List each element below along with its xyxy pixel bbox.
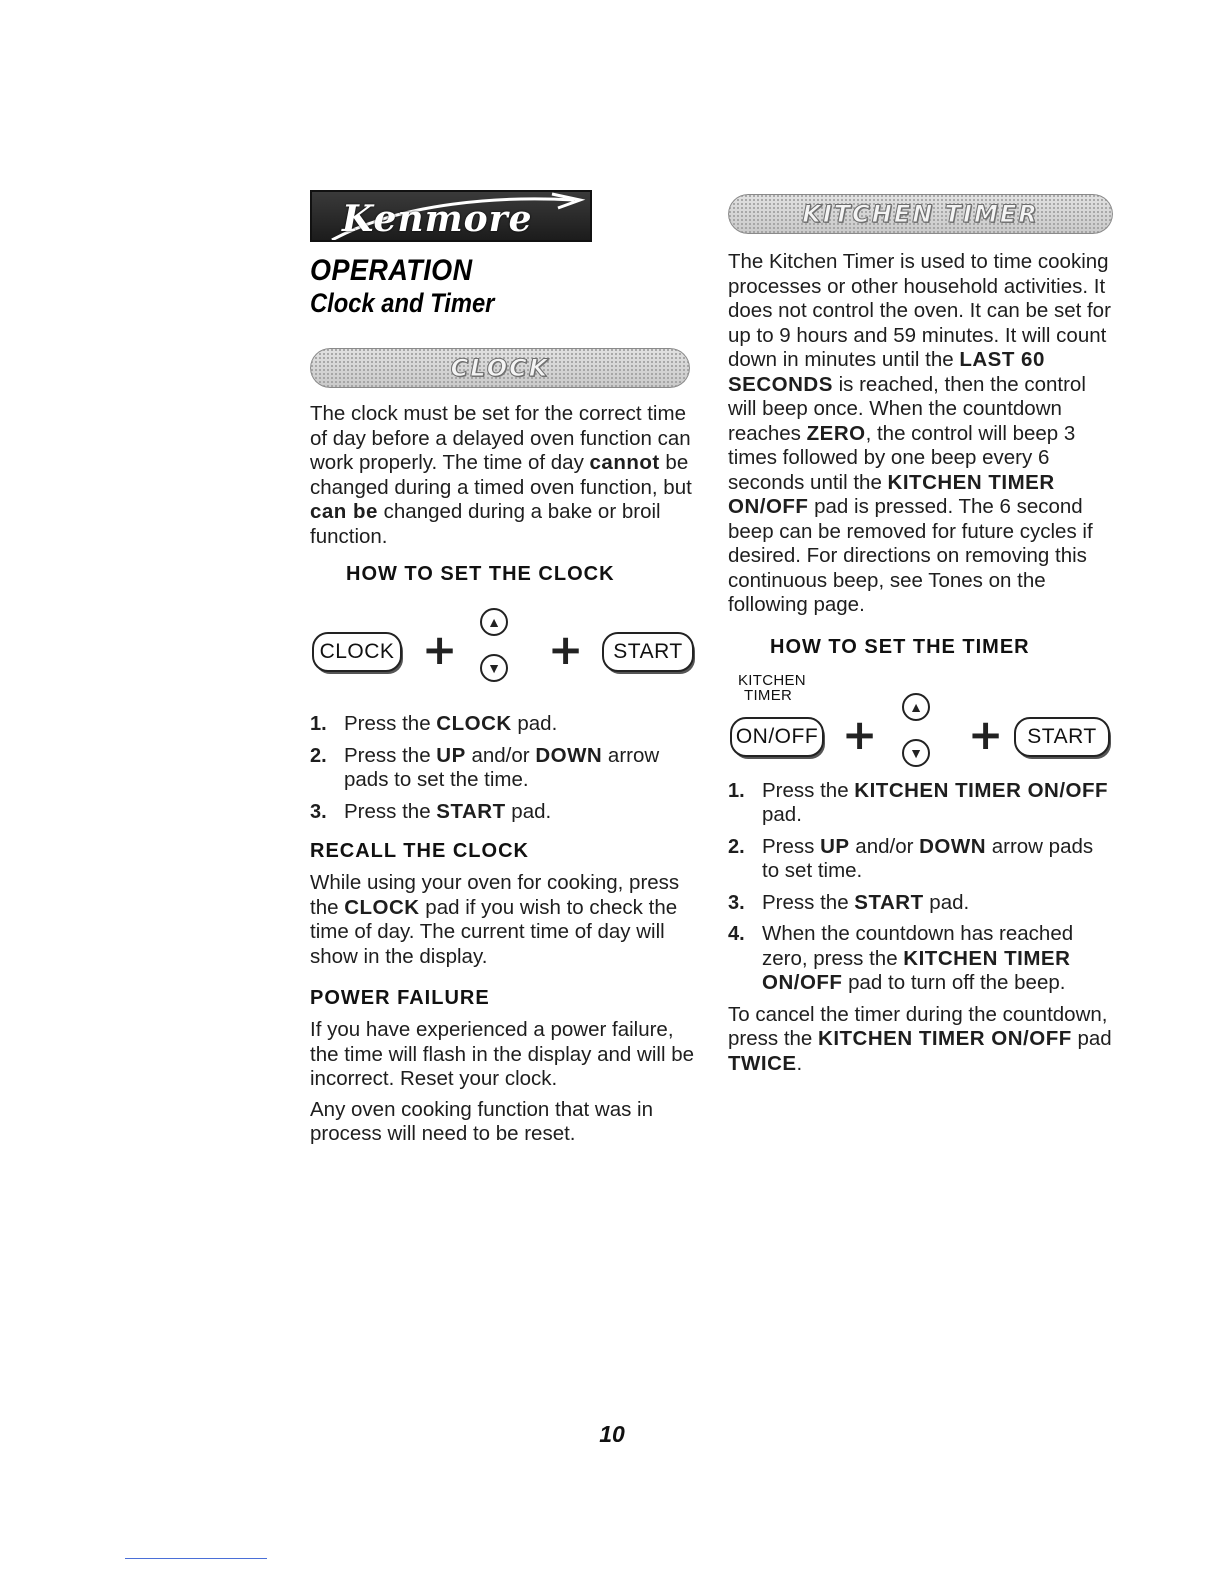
right-column [728,190,1113,1076]
plus-sign: + [548,625,584,674]
emphasis-text: KITCHEN TIMER ON/OFF [854,778,1109,802]
plus-sign: + [842,709,878,759]
emphasis-text: cannot [589,451,660,474]
up-arrow-icon: ▲ [480,608,508,636]
clock-steps [310,712,705,824]
emphasis-text: DOWN [535,743,603,767]
timer-pad-diagram [728,689,1113,775]
start-pad: START [602,632,694,672]
clock-intro-text: The clock must be set for the correct time of day before a delayed oven function can work properly. The time of day cannot be changed during a timed oven function, but can be changed during a bake or broil function. [310,402,692,548]
down-arrow-icon: ▼ [902,739,930,767]
how-to-set-clock-heading: HOW TO SET THE CLOCK [346,563,615,585]
logo-wordmark: Kenmore [342,198,533,240]
left-column [310,190,705,1147]
page-subtitle: Clock and Timer [310,288,495,318]
emphasis-text: LAST 60 SECONDS [728,348,1045,396]
timer-intro-text: The Kitchen Timer is used to time cooking processes or other household activities. It does not control the oven. It can be set for up to 9 hours and 59 minutes. It will count down in minutes until the LAST 60 SECONDS is reached, then the control will beep once. When the countdown reaches ZERO, the control will beep 3 times followed by one beep every 6 seconds until the KITCHEN TIMER ON/OFF pad is pressed. The 6 second beep can be removed for future cycles if desired. For directions on removing this continuous beep, see Tones on the following page. [728,250,1111,616]
down-arrow-icon: ▼ [480,654,508,682]
emphasis-text: CLOCK [344,895,420,919]
kenmore-logo [310,190,592,242]
list-item: 2. Press UP and/or DOWN arrow pads to set time. [728,834,1094,882]
footer-rule [125,1558,267,1559]
recall-clock-text: While using your oven for cooking, press the CLOCK pad if you wish to check the time of day. The current time of day will show in the display. [310,871,680,968]
clock-section-banner [310,348,690,388]
list-item: 1. Press the KITCHEN TIMER ON/OFF pad. [728,778,1109,826]
emphasis-text: KITCHEN TIMER ON/OFF [818,1027,1072,1050]
emphasis-text: CLOCK [436,712,512,735]
power-failure-reset-text: Any oven cooking function that was in process will need to be reset. [310,1097,654,1145]
clock-pad-diagram [310,604,705,690]
emphasis-text: KITCHEN TIMER ON/OFF [728,470,1055,518]
kitchen-timer-banner-label: KITCHEN TIMER [802,200,1039,228]
timer-steps [728,779,1113,996]
start-pad: START [1014,717,1110,757]
power-failure-text: If you have experienced a power failure, the time will flash in the display and will be incorrect. Reset your clock. [310,1018,694,1090]
list-item: 2. Press the UP and/or DOWN arrow pads to set the time. [310,743,660,791]
list-item: 1. Press the CLOCK pad. [310,712,558,735]
list-item: 3. Press the START pad. [310,799,552,823]
clock-pad: CLOCK [312,632,402,672]
recall-clock-heading: RECALL THE CLOCK [310,840,529,862]
emphasis-text: TWICE [728,1051,797,1075]
kitchen-timer-section-banner [728,194,1113,234]
kitchen-timer-caption: KITCHEN TIMER [738,671,806,704]
emphasis-text: ZERO [806,421,866,445]
up-arrow-icon: ▲ [902,693,930,721]
emphasis-text: UP [436,743,466,767]
onoff-pad: ON/OFF [730,717,824,757]
power-failure-heading: POWER FAILURE [310,987,490,1009]
clock-banner-label: CLOCK [450,354,550,382]
list-item: 4. When the countdown has reached zero, press the KITCHEN TIMER ON/OFF pad to turn off the beep. [728,922,1074,994]
page-title: OPERATION [310,254,473,287]
cancel-timer-text: To cancel the timer during the countdown, press the KITCHEN TIMER ON/OFF pad TWICE. [728,1002,1112,1075]
emphasis-text: UP [820,834,850,858]
plus-sign: + [422,625,458,674]
plus-sign: + [968,709,1004,759]
emphasis-text: START [436,799,506,823]
emphasis-text: START [854,890,924,914]
list-item: 3. Press the START pad. [728,890,970,914]
emphasis-text: can be [310,500,378,523]
page-number: 10 [599,1421,625,1447]
emphasis-text: KITCHEN TIMER ON/OFF [762,946,1071,994]
how-to-set-timer-heading: HOW TO SET THE TIMER [770,635,1030,658]
emphasis-text: DOWN [919,834,987,858]
